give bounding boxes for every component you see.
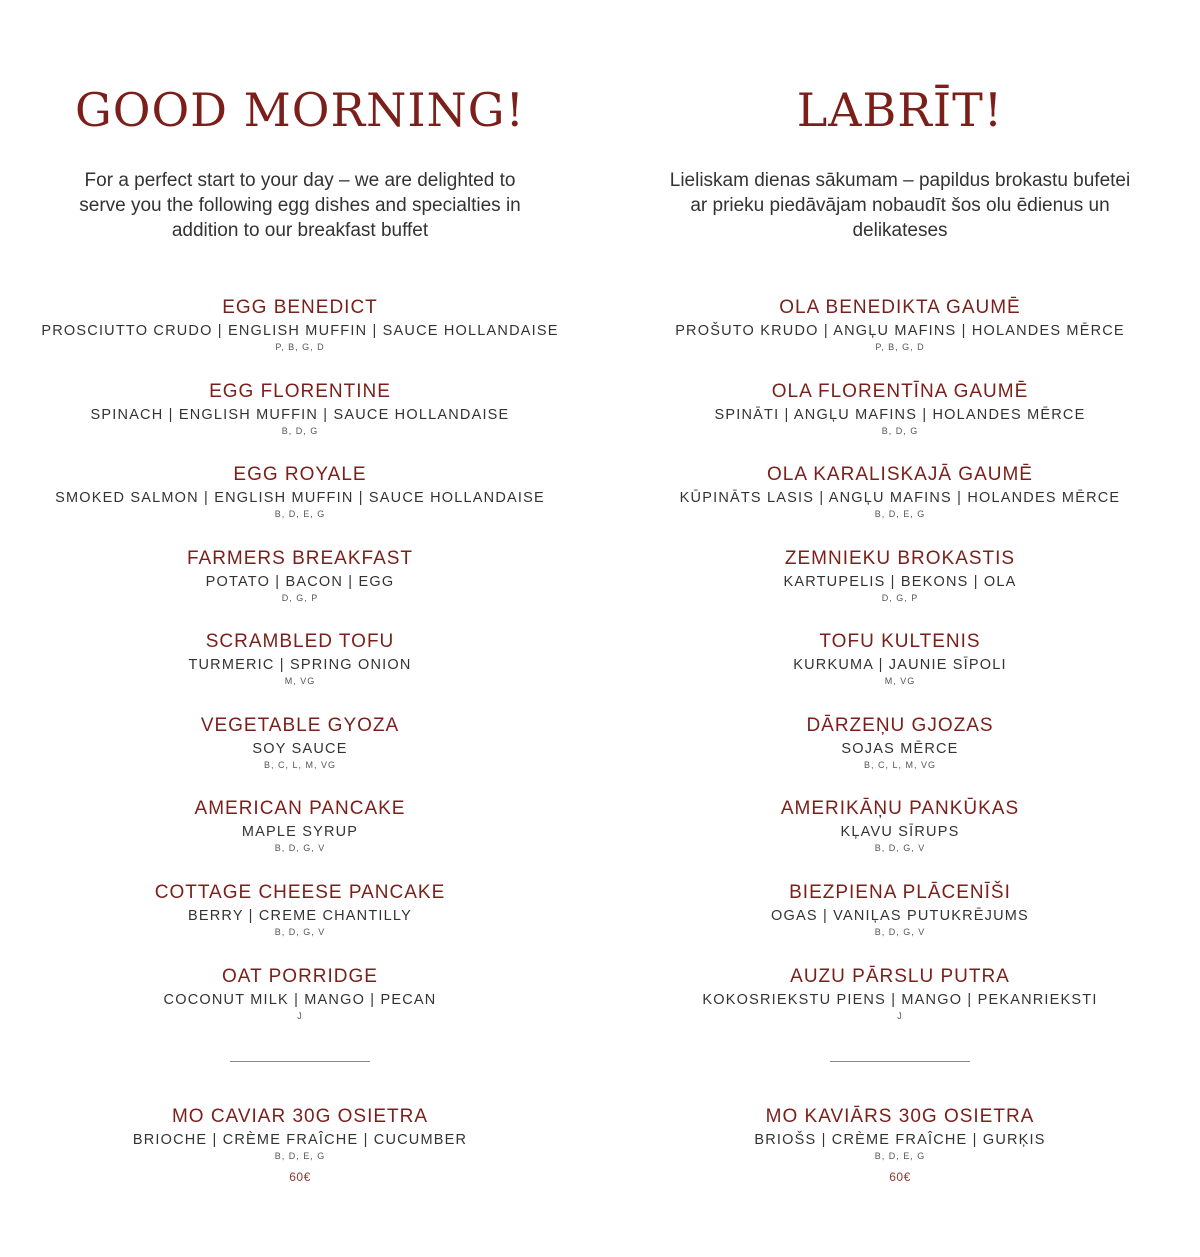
dish-description: BERRY | CREME CHANTILLY <box>188 908 412 924</box>
menu-item <box>0 881 600 951</box>
dish-description: KŪPINĀTS LASIS | ANGĻU MAFINS | HOLANDES MĒRCE <box>679 490 1121 506</box>
menu-item <box>0 380 600 450</box>
dish-description: MAPLE SYRUP <box>241 824 359 840</box>
dish-description: COCONUT MILK | MANGO | PECAN <box>163 992 437 1008</box>
dish-description: PROSCIUTTO CRUDO | ENGLISH MUFFIN | SAUCE HOLLANDAISE <box>41 323 559 339</box>
allergen-codes: B, D, G <box>881 426 919 436</box>
dish-name: VEGETABLE GYOZA <box>200 715 400 736</box>
allergen-codes: B, C, L, M, VG <box>263 760 336 770</box>
dish-name: AMERICAN PANCAKE <box>194 798 406 819</box>
dish-name: SCRAMBLED TOFU <box>205 631 395 652</box>
dish-description: TURMERIC | SPRING ONION <box>188 657 412 673</box>
headline: GOOD MORNING! <box>74 83 526 137</box>
allergen-codes: B, D, G, V <box>874 927 926 937</box>
dish-name: EGG ROYALE <box>233 464 367 485</box>
allergen-codes: B, D, G, V <box>274 927 326 937</box>
special-item <box>0 1105 600 1195</box>
menu-item <box>600 881 1200 951</box>
menu-item <box>600 380 1200 450</box>
allergen-codes: J <box>897 1011 903 1021</box>
headline: LABRĪT! <box>796 83 1004 137</box>
dish-name: COTTAGE CHEESE PANCAKE <box>154 882 446 903</box>
allergen-codes: J <box>297 1011 303 1021</box>
menu-item <box>0 463 600 533</box>
dish-description: KURKUMA | JAUNIE SĪPOLI <box>793 657 1007 673</box>
section-divider <box>830 1061 970 1062</box>
dish-name: DĀRZEŅU GJOZAS <box>806 715 994 736</box>
allergen-codes: M, VG <box>284 676 316 686</box>
allergen-codes: B, D, E, G <box>274 509 326 519</box>
allergen-codes: D, G, P <box>881 593 919 603</box>
dish-description: BRIOCHE | CRÈME FRAÎCHE | CUCUMBER <box>132 1132 468 1148</box>
allergen-codes: M, VG <box>884 676 916 686</box>
dish-description: KĻAVU SĪRUPS <box>840 824 960 840</box>
menu-item <box>0 547 600 617</box>
allergen-codes: B, D, G <box>281 426 319 436</box>
dish-name: EGG BENEDICT <box>222 297 378 318</box>
dish-name: MO CAVIAR 30G OSIETRA <box>171 1106 429 1127</box>
dish-description: SOJAS MĒRCE <box>841 741 959 757</box>
allergen-codes: P, B, G, D <box>275 342 325 352</box>
dish-name: OLA KARALISKAJĀ GAUMĒ <box>767 464 1033 485</box>
intro-text: Lieliskam dienas sākumam – papildus brokastu bufetei ar prieku piedāvājam nobaudīt šos olu ēdienus un delikateses <box>669 170 1131 241</box>
dish-name: AMERIKĀŅU PANKŪKAS <box>780 798 1020 819</box>
menu-item <box>600 965 1200 1035</box>
allergen-codes: B, D, G, V <box>874 843 926 853</box>
dish-name: FARMERS BREAKFAST <box>186 548 414 569</box>
menu-item <box>600 463 1200 533</box>
menu-item <box>0 797 600 867</box>
dish-description: SOY SAUCE <box>252 741 348 757</box>
dish-description: KARTUPELIS | BEKONS | OLA <box>783 574 1017 590</box>
menu-item <box>0 965 600 1035</box>
dish-description: SPINĀTI | ANGĻU MAFINS | HOLANDES MĒRCE <box>714 407 1086 423</box>
dish-name: OAT PORRIDGE <box>222 966 378 987</box>
allergen-codes: B, C, L, M, VG <box>863 760 936 770</box>
menu-item <box>600 714 1200 784</box>
dish-name: TOFU KULTENIS <box>819 631 981 652</box>
price: 60€ <box>889 1170 911 1184</box>
dish-description: SPINACH | ENGLISH MUFFIN | SAUCE HOLLANDAISE <box>90 407 510 423</box>
dish-name: AUZU PĀRSLU PUTRA <box>790 966 1010 987</box>
dish-description: BRIOŠS | CRÈME FRAÎCHE | GURĶIS <box>754 1132 1046 1148</box>
menu-item <box>600 296 1200 366</box>
menu-item <box>0 714 600 784</box>
menu-item <box>600 547 1200 617</box>
dish-name: MO KAVIĀRS 30G OSIETRA <box>765 1106 1035 1127</box>
allergen-codes: B, D, E, G <box>274 1151 326 1161</box>
dish-description: POTATO | BACON | EGG <box>205 574 395 590</box>
price: 60€ <box>289 1170 311 1184</box>
allergen-codes: P, B, G, D <box>875 342 925 352</box>
dish-name: EGG FLORENTINE <box>209 381 391 402</box>
dish-name: OLA FLORENTĪNA GAUMĒ <box>771 381 1029 402</box>
allergen-codes: D, G, P <box>281 593 319 603</box>
menu-item <box>600 630 1200 700</box>
dish-name: OLA BENEDIKTA GAUMĒ <box>779 297 1021 318</box>
allergen-codes: B, D, E, G <box>874 509 926 519</box>
dish-description: OGAS | VANIĻAS PUTUKRĒJUMS <box>771 908 1029 924</box>
section-divider <box>230 1061 370 1062</box>
allergen-codes: B, D, G, V <box>274 843 326 853</box>
menu-item <box>0 296 600 366</box>
intro-text: For a perfect start to your day – we are delighted to serve you the following egg dishes and specialties in addition to our breakfast buffet <box>79 170 521 241</box>
dish-description: KOKOSRIEKSTU PIENS | MANGO | PEKANRIEKSTI <box>702 992 1098 1008</box>
special-item <box>600 1105 1200 1195</box>
dish-name: BIEZPIENA PLĀCENĪŠI <box>789 882 1011 903</box>
dish-name: ZEMNIEKU BROKASTIS <box>784 548 1016 569</box>
menu-item <box>0 630 600 700</box>
menu-item <box>600 797 1200 867</box>
allergen-codes: B, D, E, G <box>874 1151 926 1161</box>
dish-description: SMOKED SALMON | ENGLISH MUFFIN | SAUCE HOLLANDAISE <box>55 490 545 506</box>
dish-description: PROŠUTO KRUDO | ANGĻU MAFINS | HOLANDES MĒRCE <box>675 323 1125 339</box>
